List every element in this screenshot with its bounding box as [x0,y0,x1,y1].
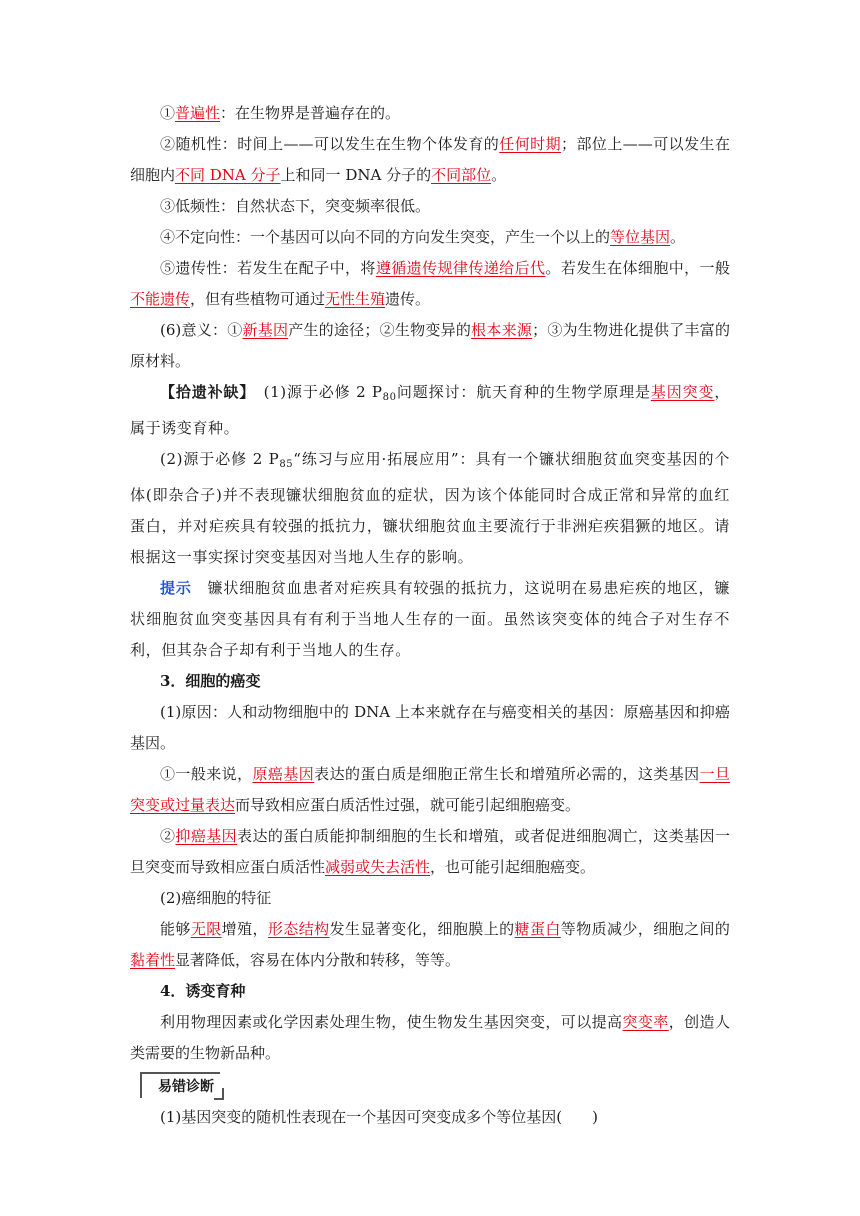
answer-blank: 遵循遗传规律传递给后代 [375,259,546,277]
property-undirected [130,222,730,253]
text: ；部位上——可以发生在细胞内 [130,135,730,184]
tumor-suppressor [130,821,730,883]
answer-blank: 抑癌基因 [175,827,238,845]
text: (2)源于必修 2 P [160,450,280,468]
answer-blank: 突变率 [622,1013,669,1031]
answer-blank: 任何时期 [499,135,562,153]
text: ；③为生物进化提供了丰富的原材料。 [130,321,730,370]
text: ⑤遗传性：若发生在配子中，将 [160,259,376,277]
answer-blank: 形态结构 [267,920,330,938]
answer-blank: 新基因 [242,321,289,339]
answer-blank: 原癌基因 [252,765,315,783]
text: 问题探讨：航天育种的生物学原理是 [396,383,651,401]
text: (1)源于必修 2 P [263,383,383,401]
text: 。 [670,228,686,246]
diagnosis-item-1: (1)基因突变的随机性表现在一个基因可突变成多个等位基因( ) [160,1108,598,1126]
cancer-cause [130,697,730,759]
text: 。若发生在体细胞中，一般 [545,259,730,277]
tip-text: 镰状细胞贫血患者对疟疾具有较强的抵抗力，这说明在易患疟疾的地区，镰状细胞贫血突变基因具有有利于当地人生存的一面。虽然该突变体的纯合子对生存不利，但其杂合子却有利于当地人的生存。 [130,579,730,659]
answer-blank: 基因突变 [650,383,715,401]
cancer-features-heading [130,883,730,914]
answer-blank: 减弱或失去活性 [325,858,431,876]
text: 表达的蛋白质能抑制细胞的生长和增殖，或者促进细胞凋亡，这类基因一旦突变而导致相应蛋白质活性 [130,827,730,876]
text: ①一般来说， [160,765,253,783]
text: 增殖， [221,920,268,938]
text: ②随机性：时间上——可以发生在生物个体发育的 [160,135,500,153]
text: ：在生物界是普遍存在的。 [220,104,401,122]
answer-blank: 等位基因 [610,228,671,246]
text: 而导致相应蛋白质活性过强，就可能引起细胞癌变。 [235,796,581,814]
text: 发生显著变化，细胞膜上的 [329,920,515,938]
page-subscript: 85 [279,459,294,470]
text: 产生的途径；②生物变异的 [288,321,472,339]
text: (1)原因：人和动物细胞中的 DNA 上本来就存在与癌变相关的基因：原癌基因和抑癌基因。 [130,703,730,752]
diagnosis-label-line [130,1071,730,1102]
supplement-heading: 【拾遗补缺】 [160,383,248,401]
supplement-tip [130,573,730,666]
property-heritability [130,253,730,315]
text: ③低频性：自然状态下，突变频率很低。 [160,197,431,215]
tip-label: 提示 [160,579,192,597]
text: 能够 [160,920,191,938]
diagnosis-label: 易错诊断 [140,1072,220,1098]
text: ① [160,104,176,122]
text: 上和同一 DNA 分子的 [280,166,432,184]
text: ④不定向性：一个基因可以向不同的方向发生突变，产生一个以上的 [160,228,611,246]
property-randomness [130,129,730,191]
text: (6)意义：① [160,321,243,339]
breeding-text [130,1007,730,1069]
text: 利用物理因素或化学因素处理生物，使生物发生基因突变，可以提高 [160,1013,623,1031]
section-heading-breeding: 4．诱变育种 [160,982,246,1000]
cancer-features [130,914,730,976]
answer-blank: 不能遗传 [130,290,191,308]
text: ② [160,827,176,845]
text: (2)癌细胞的特征 [160,889,272,907]
text: 表达的蛋白质是细胞正常生长和增殖所必需的，这类基因 [314,765,700,783]
text: ，属于诱变育种。 [130,383,730,437]
text: ，但有些植物可通过 [190,290,326,308]
answer-blank: 不同部位 [431,166,492,184]
text: ，也可能引起细胞癌变。 [430,858,596,876]
answer-blank: 普遍性 [175,104,221,122]
answer-blank: 一旦突变或过量表达 [130,765,730,814]
text: “练习与应用·拓展应用”：具有一个镰状细胞贫血突变基因的个体(即杂合子)并不表现镰状细胞贫血的症状，因为该个体能同时合成正常和异常的血红蛋白，并对疟疾具有较强的抵抗力，镰状细胞贫血主要流行于非洲疟疾猖獗的地区。请根据这一事实探讨突变基因对当地人生存的影响。 [130,450,730,566]
mutation-significance [130,315,730,377]
answer-blank: 无限 [190,920,222,938]
answer-blank: 无性生殖 [325,290,386,308]
text: ，创造人类需要的生物新品种。 [130,1013,730,1062]
proto-oncogene [130,759,730,821]
page-subscript: 80 [382,392,397,403]
text: 遗传。 [385,290,431,308]
supplement-q1 [130,377,730,444]
answer-blank: 糖蛋白 [514,920,561,938]
text: 显著降低，容易在体内分散和转移，等等。 [175,951,461,969]
text: 等物质减少，细胞之间的 [560,920,730,938]
section-heading-cancer: 3．细胞的癌变 [160,672,261,690]
text: 。 [491,166,507,184]
property-low-frequency [130,191,730,222]
answer-blank: 根本来源 [471,321,533,339]
supplement-q2 [130,444,730,573]
document-body [130,98,730,1133]
answer-blank: 不同 DNA 分子 [175,166,281,184]
property-universality [130,98,730,129]
answer-blank: 黏着性 [130,951,176,969]
